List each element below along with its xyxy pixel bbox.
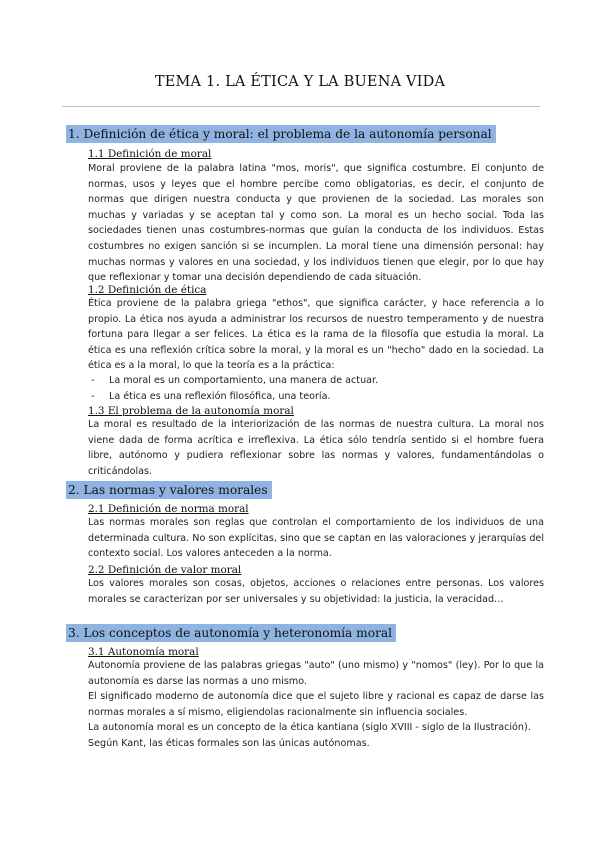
subsection-heading-1-2: 1.2 Definición de ética xyxy=(88,284,207,296)
bullet-dash: - xyxy=(91,391,95,402)
paragraph-1-3: La moral es resultado de la interiorización de las normas de nuestra cultura. La moral nos viene dada de forma acrítica e irreflexiva. La ética sólo tendría sentido si el hombre fuera libre, autónomo y pudiera reflexionar sobre las normas y valores, fundamentándolas o criticándolas. xyxy=(88,419,544,477)
subsection-heading-3-1: 3.1 Autonomía moral xyxy=(88,646,199,658)
subsection-heading-1-3: 1.3 El problema de la autonomía moral xyxy=(88,405,294,417)
paragraph-3-1-b: El significado moderno de autonomía dice que el sujeto libre y racional es capaz de darse las normas morales a sí mismo, eligiendolas racionalmente sin influencia sociales. xyxy=(88,691,544,718)
section-heading-3: 3. Los conceptos de autonomía y heteronomía moral xyxy=(66,624,396,642)
paragraph-1-1: Moral proviene de la palabra latina "mos, moris", que significa costumbre. El conjunto de normas, usos y leyes que el hombre percibe como obligatorias, es decir, el conjunto de normas que dirigen nuestra conducta y que provienen de la sociedad. Las morales son muchas y variadas y se aceptan tal y como son. La moral es un hecho social. Toda las sociedades tienen unas costumbres-normas que guían la conducta de los individuos. Estas costumbres no exigen sanción si se incumplen. La moral tiene una dimensión personal: hay muchas normas y valores en una sociedad, y los individuos tienen que elegir, por lo que hay que reflexionar y tomar una decisión dependiendo de cada situación. xyxy=(88,163,544,284)
title-divider xyxy=(62,106,540,107)
list-item-text: La ética es una reflexión filosófica, una teoría. xyxy=(109,391,331,402)
section-heading-1: 1. Definición de ética y moral: el problema de la autonomía personal xyxy=(66,125,496,143)
subsection-heading-2-2: 2.2 Definición de valor moral xyxy=(88,564,242,576)
paragraph-1-2: Ética proviene de la palabra griega "ethos", que significa carácter, y hace referencia a lo propio. La ética nos ayuda a administrar los recursos de nuestro temperamento y de nuestra fortuna para llegar a ser felices. La ética es la rama de la filosofía que estudia la moral. La ética es una reflexión crítica sobre la moral, y la moral es un "hecho" dado en la sociedad. La ética es a la moral, lo que la teoría es a la práctica: xyxy=(88,298,544,372)
document-title: TEMA 1. LA ÉTICA Y LA BUENA VIDA xyxy=(154,74,446,90)
subsection-heading-2-1: 2.1 Definición de norma moral xyxy=(88,503,249,515)
section-heading-2: 2. Las normas y valores morales xyxy=(66,481,272,499)
list-item-text: La moral es un comportamiento, una manera de actuar. xyxy=(109,375,379,386)
subsection-heading-1-1: 1.1 Definición de moral xyxy=(88,148,212,160)
paragraph-3-1-c: La autonomía moral es un concepto de la ética kantiana (siglo XVIII - siglo de la Ilustración). Según Kant, las éticas formales son las únicas autónomas. xyxy=(88,722,531,749)
paragraph-3-1-a: Autonomía proviene de las palabras griegas "auto" (uno mismo) y "nomos" (ley). Por lo que la autonomía es darse las normas a uno mismo. xyxy=(88,660,544,687)
paragraph-2-1: Las normas morales son reglas que controlan el comportamiento de los individuos de una determinada cultura. No son explícitas, sino que se captan en las valoraciones y jerarquías del contexto social. Los valores anteceden a la norma. xyxy=(88,517,544,560)
bullet-dash: - xyxy=(91,375,95,386)
paragraph-2-2: Los valores morales son cosas, objetos, acciones o relaciones entre personas. Los valores morales se caracterizan por ser universales y su objetividad: la justicia, la veracidad… xyxy=(88,578,544,605)
